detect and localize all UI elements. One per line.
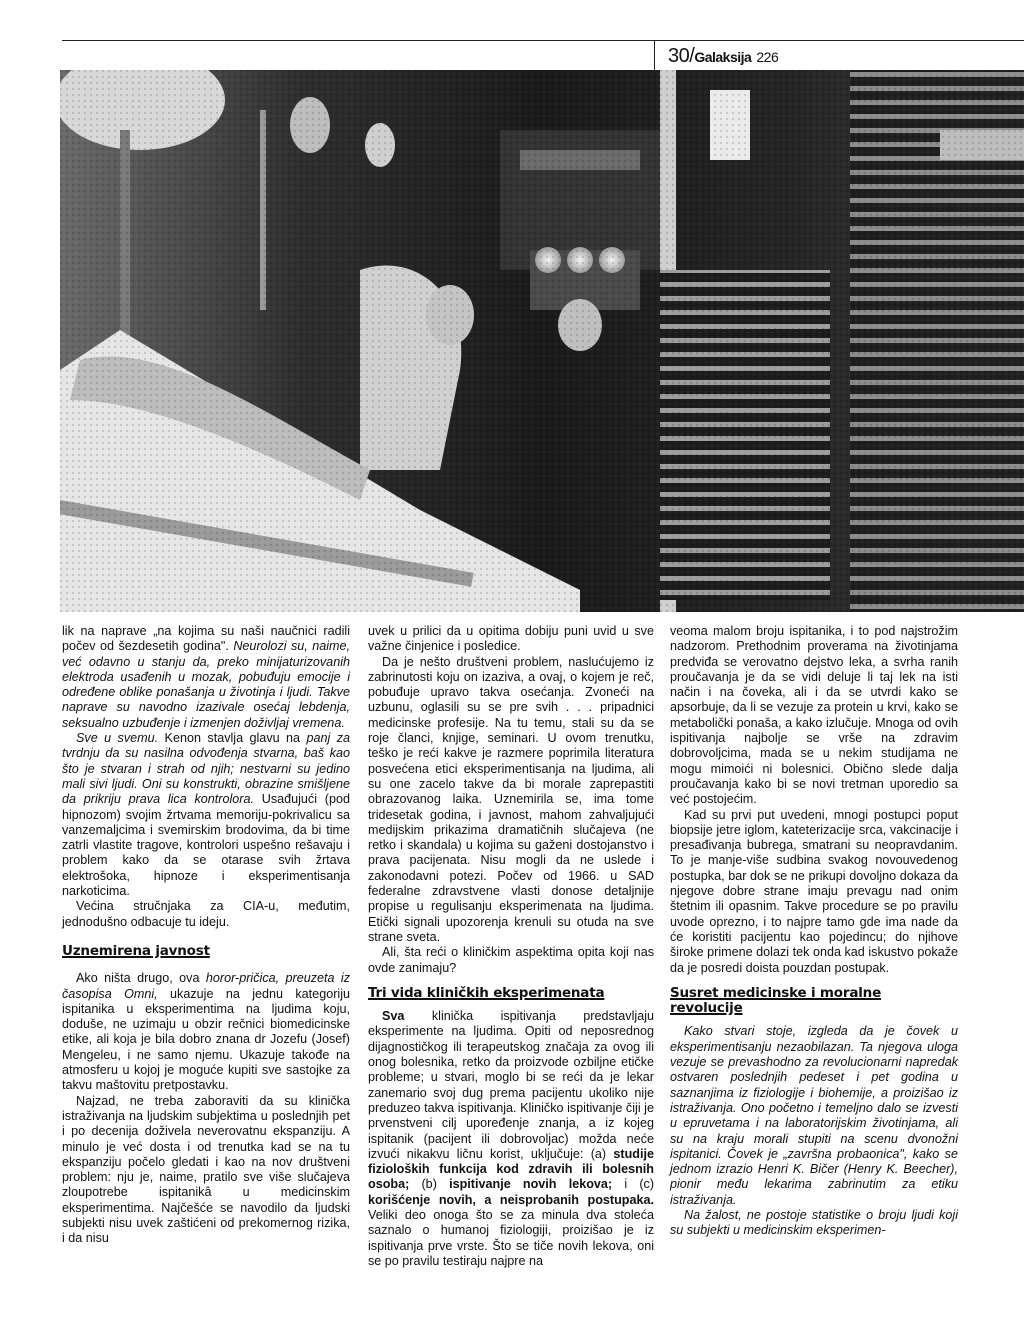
text-run: klinička ispitivanja predstavljaju eksperimente na ljudima. Opiti od neposrednog dijagnostičkog ili terapeutskog značaja za ovog ili onog bolesnika, retko da proizvode ozbiljne etičke probleme; u stvari, moglo bi se reći da je lekar zanemario svoj dug prema pacijentu ukoliko nije preduzeo takva ispitivanja. Kliničko ispitivanje čiji je prvenstveni cilj upoređenje znanja, a iz kojeg ispitanik (pacijent ili dobrovoljac) možda neće izvući nikakvu ličnu korist, uključuje: (a) (368, 1009, 654, 1161)
paragraph (62, 971, 350, 1093)
text-run: i (c) (612, 1177, 655, 1192)
header-rule-vertical (654, 40, 655, 70)
column-1 (62, 624, 350, 1247)
text-run-bold: studije fizioloških funkcija kod zdravih ili bolesnih osoba; (368, 1146, 654, 1192)
section-heading: Susret medicinske i moralne revolucije (670, 984, 882, 1017)
paragraph (670, 1208, 958, 1239)
paragraph (62, 731, 350, 899)
text-run: Usađujući (pod hipnozom) svojim žrtvama memoriju-pokrivalicu sa vanzemaljcima i svemirskim brodovima, da bi time zatrli vlastite tragove, kontrolori uspešno rešavaju i problem kako da se otarase svih žrtava elektrošoka, hipnoze i eksperimentisanja narkoticima. (62, 792, 350, 899)
section-heading: Uznemirena javnost (62, 942, 210, 959)
text-run: Ako ništa drugo, ova (76, 971, 200, 986)
magazine-name: Galaksija (694, 49, 752, 65)
column-2 (368, 624, 654, 1269)
paragraph: Najzad, ne treba zaboraviti da su klinička istraživanja na ljudskim subjektima u poslednjih pet i po decenija doživela neverovatnu ekspanziju. A minulo je već dosta i od trenutka kad se na tu ekspanziju počelo gledati i kao na nov društveni problem: nju je, naime, pratilo sve više slučajeva zloupotrebe ispitanikâ u medicinskim eksperimentima. Najčešće se navodilo da ljudski subjekti nisu uvek zaštićeni od prekomernog rizika, i da nisu (62, 1093, 350, 1246)
page-number: 30/ (668, 45, 695, 67)
text-run-italic: Kako stvari stoje, izgleda da je čovek u eksperimentisanju nezaobilazan. Ta njegova uloga vezuje se prevashodno za revolucionarni napredak ostvaren poslednjih pedeset i pet godina u saznanjima iz fiziologije i biohemije, a proizišao iz istraživanja. Ono početno i temeljno dalo se izvesti u epruvetama i na laboratorijskim životinjama, ali su na kraju morali stupiti na scenu dvonožni ispitanici. Čovek je „završna probaonica", kako se jednom izrazio Henri K. Bičer (Henry K. Beecher), pionir među lekarima zabrinutim za etiku istraživanja. (670, 1024, 958, 1207)
text-run: Kenon stavlja glavu na (158, 731, 301, 746)
text-run-italic: Sve u svemu. (76, 731, 159, 746)
text-run-bold: korišćenje novih, a neisprobanih postupaka. (368, 1192, 654, 1207)
paragraph (368, 1009, 654, 1269)
paragraph: uvek u prilici da u opitima dobiju puni uvid u sve važne činjenice i posledice. (368, 624, 654, 654)
text-run-bold: ispitivanje novih lekova; (436, 1177, 613, 1192)
paragraph: Ali, šta reći o kliničkim aspektima opita koji nas ovde zanimaju? (368, 945, 654, 975)
text-run: ukazuje na jednu kategoriju ispitanika u eksperimentima na ljudima koju, doduše, ne uzimaju u obzir rečnici biomedicinske etike, ali koja je bila dobro znana dr Jozefu (Josef) Mengeleu, i ne samo njemu. Ukazuje takođe na atmosferu u kojoj je moguće kupiti sve sastojke za takvu maštovitu pretpostavku. (62, 986, 350, 1093)
paragraph: Da je nešto društveni problem, naslućujemo iz zabrinutosti koju on izaziva, a ovaj, o kojem je reč, pobuđuje upravo takva osećanja. Zvoneći na uzbunu, oglasili su se pre svih . . . pripadnici medicinske profesije. Na tu temu, stali su da se roje članci, knjige, seminari. U ovom trenutku, teško je reći kakve je razmere poprimila literatura posvećena etici eksperimentisanja na ljudima, ali su one zacelo takve da bi morale zaprepastiti obrazovanog laika. Uznemirila se, ima tome tridesetak godina, i javnost, mahom zahvaljujući medijskim prikazima dramatičnih slučajeva (ne retko i skandala) u kojima su gaženi dostojanstvo i prava pacijenata. Nisu mogli da ne uslede i zakonodavni potezi. Počev od 1966. u SAD federalne zdravstvene vlasti donose detaljnije propise u regulisanju eksperimenata na ljudima. Etički signali upozorenja krenuli su otuda na sve strane sveta. (368, 654, 654, 944)
section-heading: Tri vida kliničkih eksperimenata (368, 984, 605, 1001)
text-run-italic: Na žalost, ne postoje statistike o broju ljudi koji su subjekti u medicinskim eksperimen- (670, 1207, 958, 1238)
column-3 (670, 624, 958, 1239)
header-rule (62, 40, 1024, 41)
text-run-italic: panj za tvrdnju da su nasilna odvođenja stvarna, baš kao što je stvaran i strah od njih; nestvarni su jedino mali sivi ljudi. Oni su konstrukti, obrazine smišljene da prikriju prava lica kontrolora. (62, 731, 350, 807)
text-run: (b) (409, 1177, 437, 1192)
page-folio (668, 45, 778, 68)
issue-number: 226 (756, 49, 779, 65)
text-run-italic: Neurolozi su, naime, već odavno u stanju da, preko minijaturizovanih elektroda usađenih u mozak, pobuđuju emocije i određene oblike ponašanja u životinja i ljudi. Takve naprave su navodno izazivale osećaj lebdenja, seksualno uzbuđenje i izmenjen doživljaj vremena. (62, 639, 350, 730)
paragraph: Kad su prvi put uvedeni, mnogi postupci poput biopsije jetre iglom, kateterizacije srca, vakcinacije i presađivanja bubrega, smatrani su neopravdanim. To je manje-više sudbina svakog novouvedenog postupka, bar dok se ne prikupi dovoljno dokaza da njegove dobre strane imaju prevagu nad onim štetnim ili opasnim. Takve procedure se po pravilu uvode oprezno, i to najpre tamo gde ima nade da će koristiti pacijentu kao pojedincu; do njihove široke primene dolazi tek onda kad iskustvo pokaže da je posredi doista pouzdan postupak. (670, 807, 958, 975)
paragraph: Većina stručnjaka za CIA-u, međutim, jednodušno odbacuje tu ideju. (62, 899, 350, 929)
paragraph (62, 624, 350, 731)
laboratory-photo (60, 70, 1024, 612)
text-run-bold: Sva (382, 1009, 405, 1024)
text-run: Veliki deo onoga što se za minula dva stoleća saznalo o humanoj fiziologiji, proizišao je iz ispitivanja prve vrste. Što se tiče novih lekova, oni se po pravilu testiraju najpre na (368, 1207, 654, 1268)
paragraph: veoma malom broju ispitanika, i to pod najstrožim nadzorom. Prethodnim proverama na životinjama predviđa se verovatno dejstvo leka, a svrha ranih proučavanja je da se vidi deluje li taj lek na isti način i na čoveka, ali i da se utvrdi kako se apsorbuje, da li se vezuje za protein u krvi, kako se metabolički ponaša, a kako izlučuje. Mnoga od ovih ispitivanja najbolje se vrše na zdravim dobrovoljcima, mada se u nekim studijama ne mogu mimoići ni bolesnici. Obično slede dalja proučavanja kako bi se novi tretman uporedio sa već postojećim. (670, 624, 958, 807)
paragraph (670, 1024, 958, 1208)
text-run-italic: horor-pričica, preuzeta iz časopisa Omni, (62, 971, 350, 1001)
text-run: lik na naprave „na kojima su naši naučnici radili počev od šezdesetih godina". (62, 624, 350, 654)
